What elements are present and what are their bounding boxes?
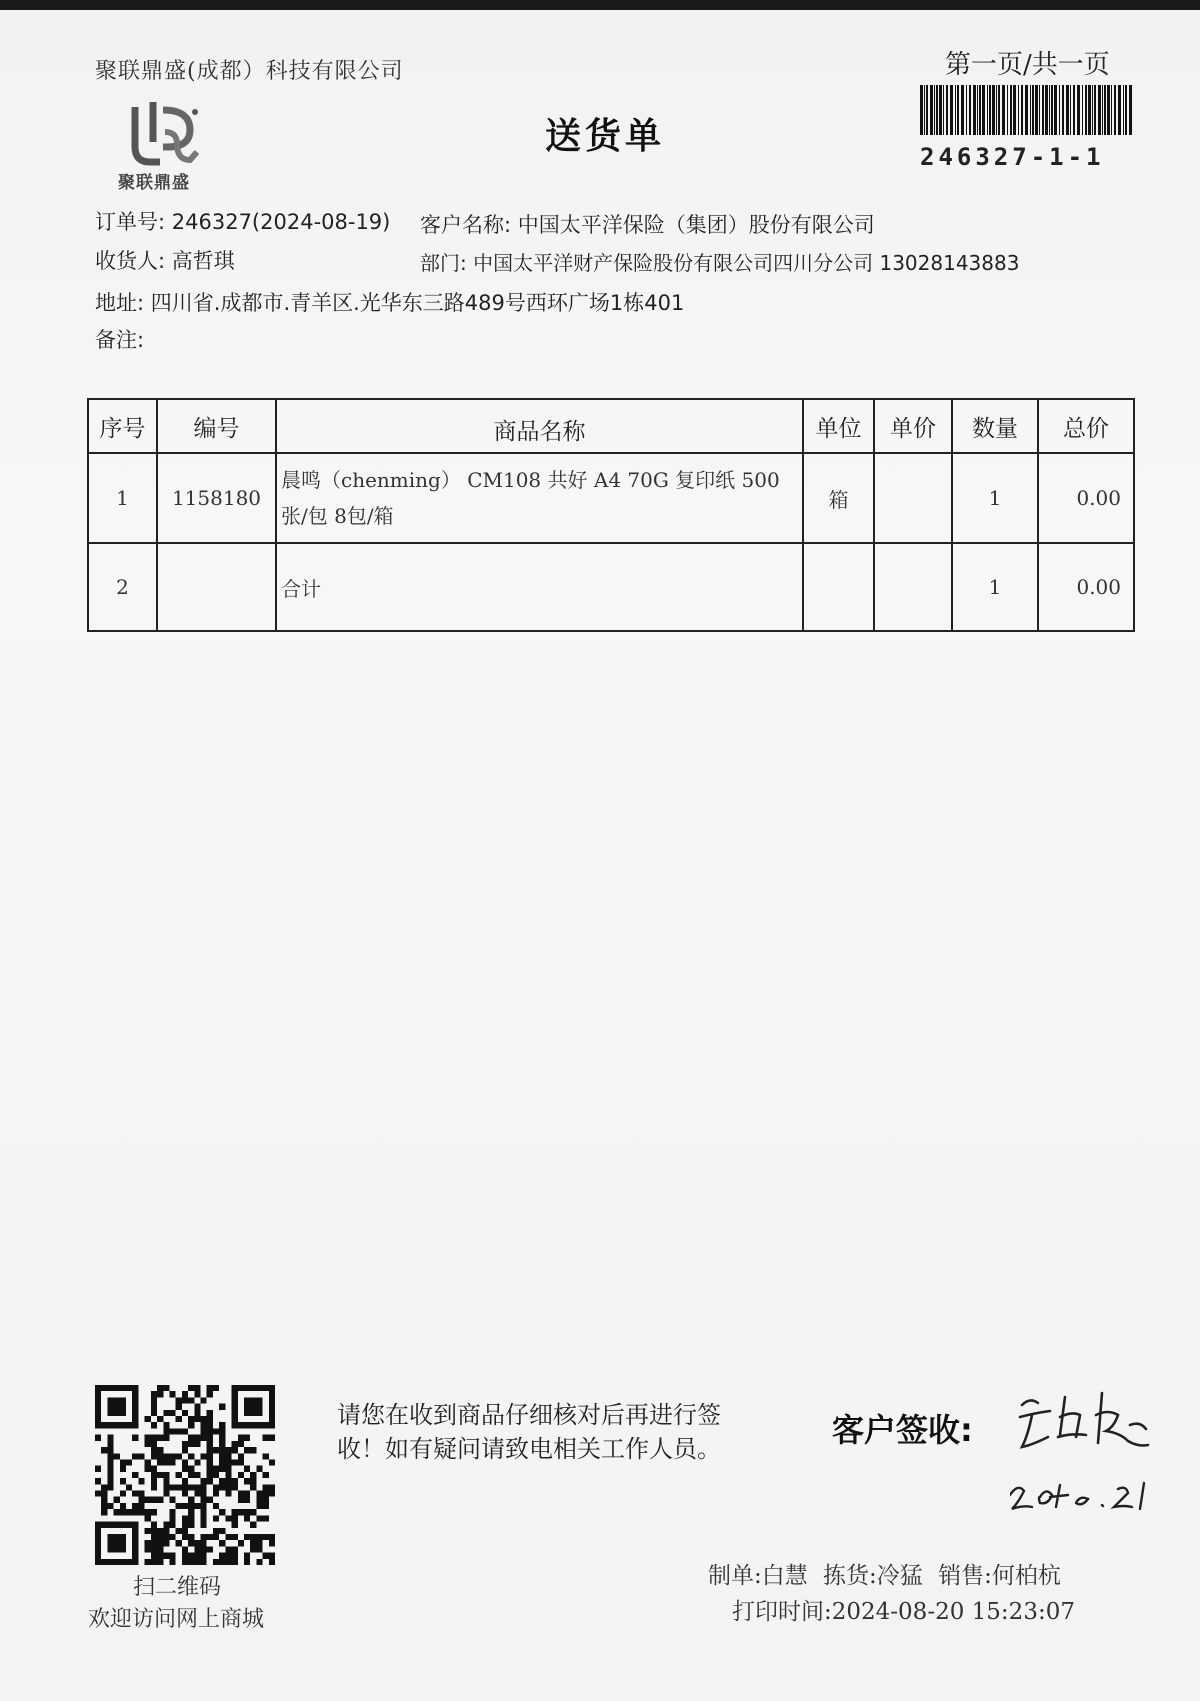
cell-price bbox=[875, 454, 953, 542]
receiver-field bbox=[95, 245, 235, 275]
order-label: 订单号: bbox=[95, 210, 166, 234]
customer-field bbox=[420, 209, 875, 239]
receiver-value: 高哲琪 bbox=[171, 249, 235, 273]
check-notice: 请您在收到商品仔细核对后再进行签收！如有疑问请致电相关工作人员。 bbox=[337, 1401, 721, 1463]
cell-unit: 箱 bbox=[804, 454, 875, 542]
cell-name bbox=[277, 454, 804, 542]
remark-label: 备注: bbox=[95, 328, 145, 352]
cell-unit bbox=[804, 544, 875, 630]
page-info: 第一页/共一页 bbox=[945, 50, 1110, 80]
cell-qty: 1 bbox=[953, 544, 1039, 630]
table-header-row bbox=[89, 400, 1133, 454]
print-time: 打印时间:2024-08-20 15:23:07 bbox=[732, 1599, 1075, 1625]
receiver-label: 收货人: bbox=[95, 249, 166, 273]
header-cell-code: 编号 bbox=[158, 400, 277, 452]
cell-total: 0.00 bbox=[1076, 575, 1121, 599]
table-row bbox=[89, 454, 1133, 544]
department-label: 部门: bbox=[420, 251, 467, 275]
barcode-icon bbox=[920, 85, 1135, 135]
address-label: 地址: bbox=[95, 291, 145, 315]
cell-code: 1158180 bbox=[158, 454, 277, 542]
order-number-field bbox=[95, 206, 390, 236]
cell-qty: 1 bbox=[953, 454, 1039, 542]
cell-total: 0.00 bbox=[1076, 486, 1121, 510]
header-cell-unit: 单位 bbox=[804, 400, 875, 452]
remark-field bbox=[95, 324, 144, 354]
scan-qr-label: 扫二维码 bbox=[133, 1575, 222, 1600]
customer-value: 中国太平洋保险（集团）股份有限公司 bbox=[517, 213, 875, 237]
cell-name-line1: 晨鸣（chenming） CM108 共好 A4 70G 复印纸 500 bbox=[281, 468, 780, 492]
handwritten-signature bbox=[1010, 1385, 1170, 1525]
department-value: 中国太平洋财产保险股份有限公司四川分公司 13028143883 bbox=[473, 251, 1020, 275]
qr-code-icon bbox=[95, 1385, 275, 1565]
header-cell-no: 序号 bbox=[89, 400, 158, 452]
cell-no: 2 bbox=[89, 544, 158, 630]
items-table bbox=[87, 398, 1135, 632]
cell-name-line2: 张/包 8包/箱 bbox=[281, 504, 394, 528]
logo-text: 聚联鼎盛 bbox=[118, 173, 190, 193]
visit-mall-label: 欢迎访问网上商城 bbox=[88, 1607, 265, 1632]
header-cell-price: 单价 bbox=[875, 400, 953, 452]
customer-label: 客户名称: bbox=[420, 213, 512, 237]
page-title: 送货单 bbox=[545, 116, 666, 157]
table-row bbox=[89, 544, 1133, 630]
address-field bbox=[95, 287, 684, 317]
cell-no: 1 bbox=[89, 454, 158, 542]
header-cell-total: 总价 bbox=[1063, 415, 1109, 442]
order-value: 246327(2024-08-19) bbox=[171, 210, 391, 234]
address-value: 四川省.成都市.青羊区.光华东三路489号西环广场1栋401 bbox=[150, 291, 685, 315]
customer-sign-label: 客户签收: bbox=[832, 1411, 973, 1449]
staff-info: 制单:白慧 拣货:冷猛 销售:何柏杭 bbox=[708, 1563, 1061, 1589]
cell-code bbox=[158, 544, 277, 630]
barcode-number: 246327-1-1 bbox=[920, 143, 1105, 171]
cell-name: 合计 bbox=[277, 544, 804, 630]
header-cell-qty: 数量 bbox=[953, 400, 1039, 452]
department-field bbox=[420, 247, 1019, 276]
company-name: 聚联鼎盛(成都）科技有限公司 bbox=[95, 59, 404, 84]
header-cell-name: 商品名称 bbox=[277, 400, 804, 452]
cell-price bbox=[875, 544, 953, 630]
